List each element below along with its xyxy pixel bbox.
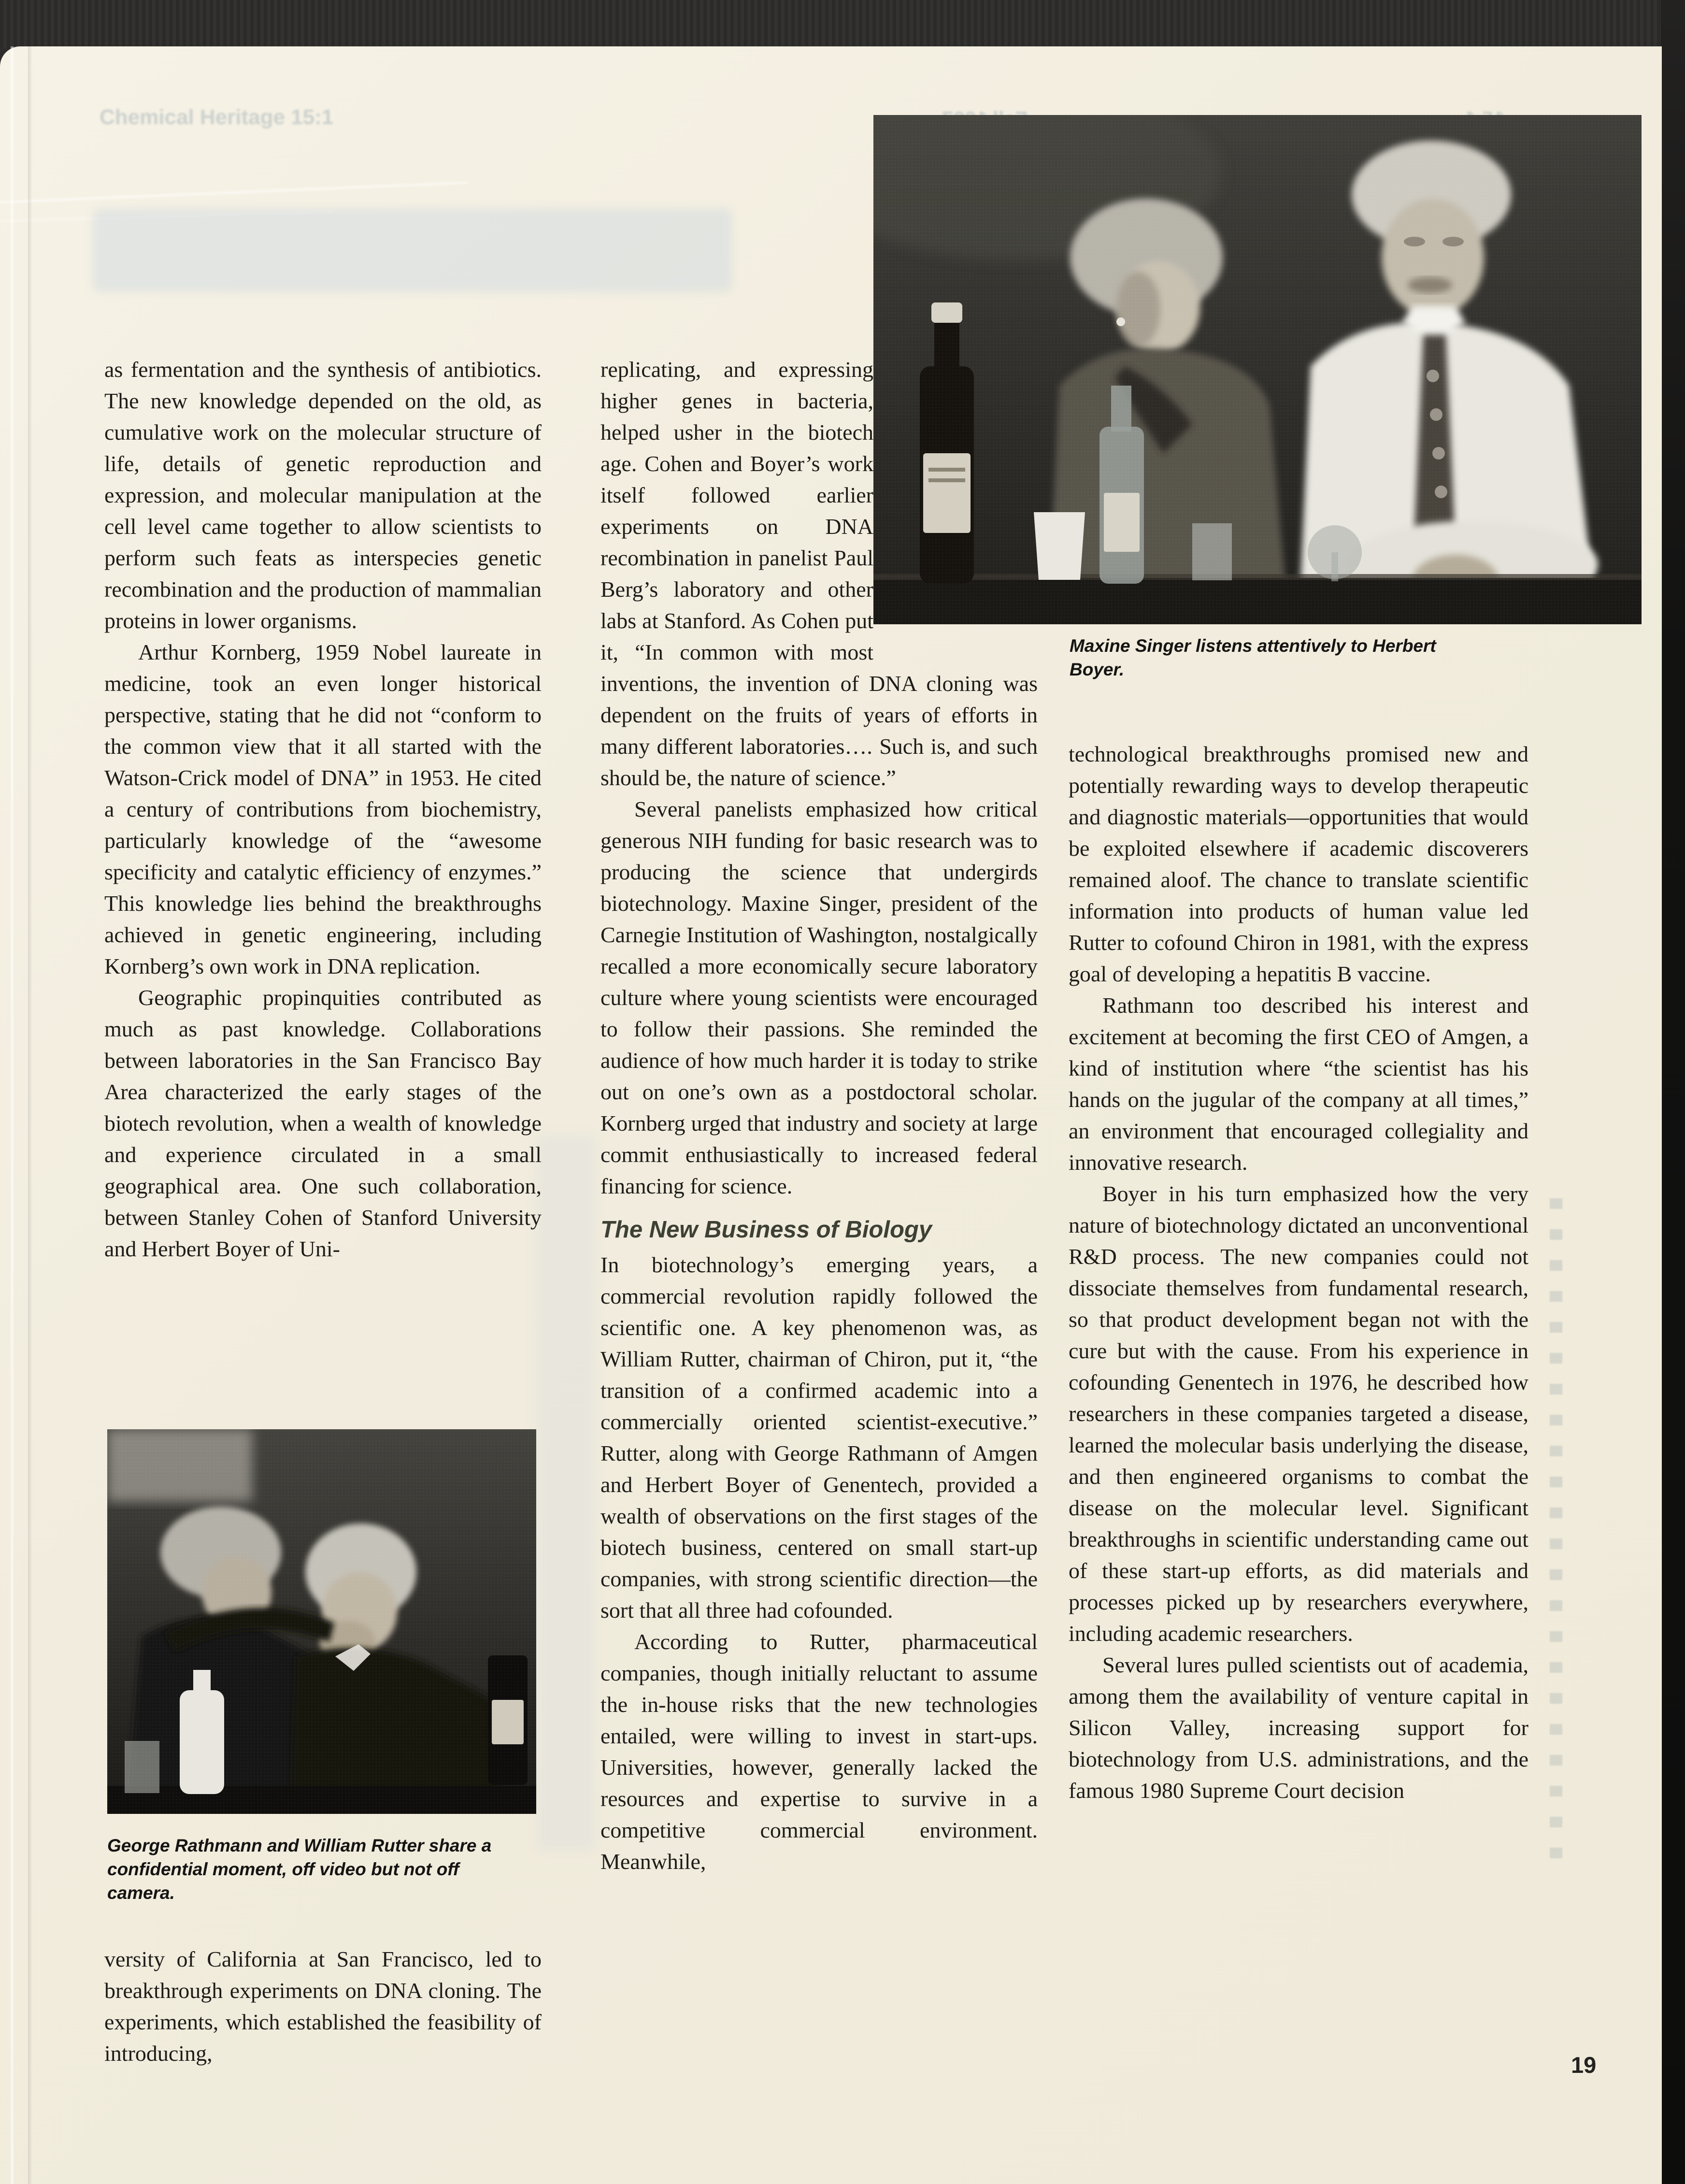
article-column-1 xyxy=(104,354,542,1264)
paragraph: versity of California at San Francisco, led to breakthrough experiments on DNA cloning. The experiments, which established the feasibility of introducing, xyxy=(104,1947,542,2066)
bleed-through-list-marks xyxy=(1550,1198,1562,1865)
photo-overlap-spacer xyxy=(873,354,1038,653)
scan-background-top-edge xyxy=(0,0,1685,47)
photo-caption-bottom: George Rathmann and William Rutter share a confidential moment, off video but not off camera. xyxy=(107,1836,492,1903)
paragraph: Geographic propinquities contributed as much as past knowledge. Collaborations between laboratories in the San Francisco Bay Area characterized the early stages of the biotech revolution, when a wealth of knowledge and experience circulated in a small geographical area. One such collaboration, between Stanley Cohen of Stanford University and Herbert Boyer of Uni- xyxy=(104,985,542,1261)
article-column-3 xyxy=(1069,738,1528,1806)
page-curl-crease xyxy=(0,181,469,203)
paragraph: Arthur Kornberg, 1959 Nobel laureate in medicine, took an even longer historical perspective, stating that he did not “conform to the common view that it all started with the Watson-Crick model of DNA” in 1953. He cited a century of contributions from biochemistry, particularly knowledge of the “awesome specificity and catalytic efficiency of enzymes.” This knowledge lies behind the breakthroughs achieved in genetic engineering, including Kornberg’s own work in DNA replication. xyxy=(104,640,542,978)
paragraph: Several lures pulled scientists out of academia, among them the availability of venture capital in Silicon Valley, increasing support for biotechnology from U.S. administrations, and the famous 1980 Supreme Court decision xyxy=(1069,1652,1528,1803)
ghost-header-journal-title: Chemical Heritage 15:1 xyxy=(100,105,334,129)
paragraph: In biotechnology’s emerging years, a commercial revolution rapidly followed the scientific one. A key phenomenon was, as William Rutter, chairman of Chiron, put it, “the transition of a confirmed academic into a commercially oriented scientist-executive.” Rutter, along with George Rathmann of Amgen and Herbert Boyer of Genentech, provided a wealth of observations on the first stages of the biotech business, centered on small start-up companies, with strong scientific direction—the sort that all three had cofounded. xyxy=(600,1252,1038,1623)
section-heading: The New Business of Biology xyxy=(600,1217,932,1243)
photo-illustration xyxy=(107,1429,536,1814)
spine-highlight xyxy=(11,46,14,2184)
paragraph: Several panelists emphasized how critical generous NIH funding for basic research was to producing the science that undergirds biotechnology. Maxine Singer, president of the Carnegie Institution of Washington, nostalgically recalled a more economically secure laboratory culture where young scientists were encouraged to follow their passions. She reminded the audience of how much harder it is today to strike out on one’s own as a postdoctoral scholar. Kornberg urged that industry and society at large commit enthusiastically to increased federal financing for science. xyxy=(600,797,1038,1198)
scan-background-right-edge xyxy=(1661,0,1685,2184)
spine-crease xyxy=(28,46,32,2184)
photo-rathmann-rutter xyxy=(107,1429,536,1814)
photo-caption-top: Maxine Singer listens attentively to Herbert Boyer. xyxy=(1070,636,1436,679)
paragraph: Boyer in his turn emphasized how the very nature of biotechnology dictated an unconventional R&D process. The new companies could not dissociate themselves from fundamental research, so that product development began not with the cure but with the cause. From his experience in cofounding Genentech in 1976, he described how researchers in these companies targeted a disease, learned the molecular basis underlying the disease, and then engineered organisms to combat the disease on the molecular level. Significant breakthroughs in scientific understanding came out of these start-up efforts, as did materials and processes picked up by researchers everywhere, including academic researchers. xyxy=(1069,1181,1528,1646)
paragraph: as fermentation and the synthesis of antibiotics. The new knowledge depended on the old, as cumulative work on the molecular structure of life, details of genetic reproduction and expression, and molecular manipulation at the cell level came together to allow scientists to perform such feats as interspecies genetic recombination and the production of mammalian proteins in lower organisms. xyxy=(104,357,542,633)
paragraph: According to Rutter, pharmaceutical companies, though initially reluctant to assume the in-house risks that the new technologies entailed, were willing to invest in start-ups. Universities, however, generally lacked the resources and expertise to survive in a competitive commercial environment. Meanwhile, xyxy=(600,1629,1038,1874)
page-number: 19 xyxy=(1571,2052,1597,2078)
paragraph: Rathmann too described his interest and excitement at becoming the first CEO of Amgen, a kind of institution where “the scientist has his hands on the jugular of the company at all times,” an environment that encouraged collegiality and innovative research. xyxy=(1069,993,1528,1175)
paragraph: technological breakthroughs promised new and potentially rewarding ways to develop therapeutic and diagnostic materials—opportunities that would be exploited elsewhere if academic discoverers remained aloof. The chance to translate scientific information into products of human value led Rutter to cofound Chiron in 1981, with the express goal of developing a hepatitis B vaccine. xyxy=(1069,742,1528,986)
bleed-through-column-ghost xyxy=(537,1135,594,1851)
bleed-through-photo-ghost xyxy=(93,209,731,292)
article-column-1-continued xyxy=(104,1943,542,2069)
paragraph: replicating, and expressing higher genes in bacteria, helped usher in the biotech age. Cohen and Boyer’s work itself followed earlier experiments on DNA recombination in panelist Paul Berg’s laboratory and other labs at Stanford. As Cohen put it, “In common with most inventions, the invention of DNA cloning was dependent on the fruits of years of efforts in many different laboratories…. Such is, and such should be, the nature of science.” xyxy=(600,357,1038,790)
article-column-2 xyxy=(600,354,1038,1877)
